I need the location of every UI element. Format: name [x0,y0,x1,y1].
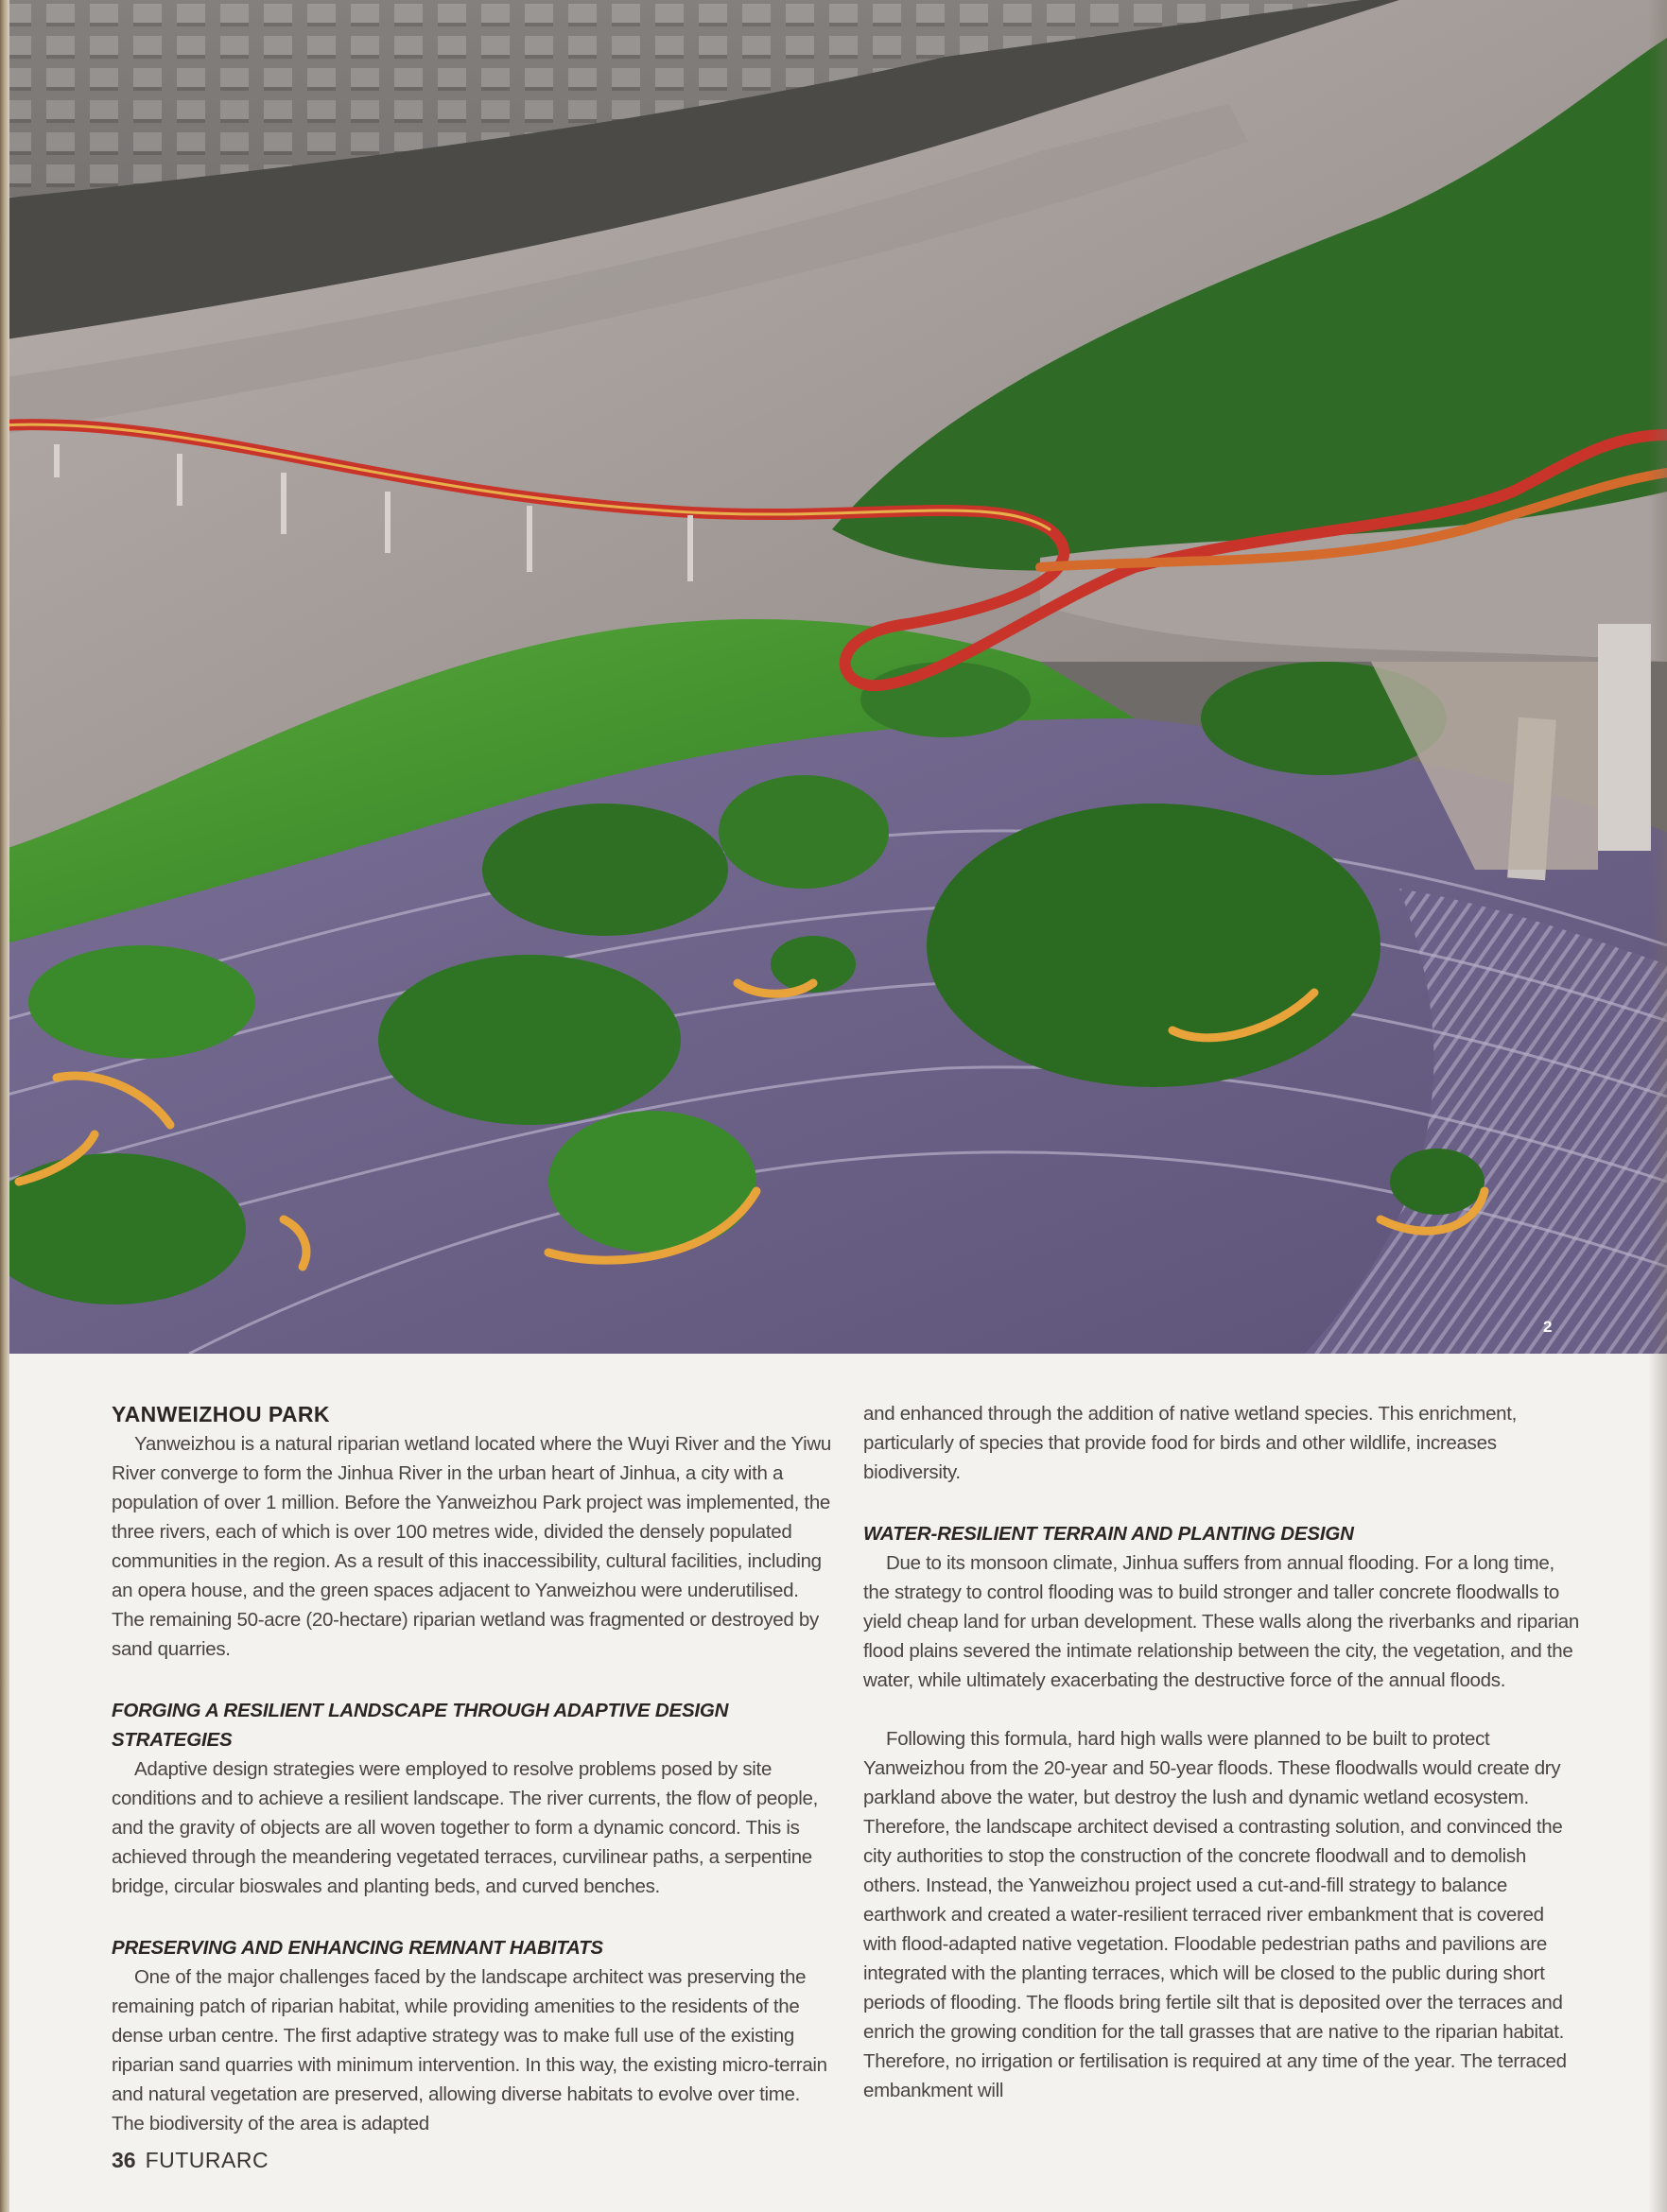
text-column-right [863,1399,1582,2105]
section-heading-adaptive-design: FORGING A RESILIENT LANDSCAPE THROUGH ADAPTIVE DESIGN STRATEGIES [112,1700,729,1751]
section-paragraph-adaptive-design: Adaptive design strategies were employed to resolve problems posed by site conditions and to achieve a resilient landscape. The river currents, the flow of people, and the gravity of objects are all woven together to form a dynamic concord. This is achieved through the meandering vegetated terraces, curvilinear paths, a serpentine bridge, circular bioswales and planting beds, and curved benches. [112,1758,818,1897]
page-edge-shade [1648,0,1667,2212]
section-heading-water-resilient: WATER-RESILIENT TERRAIN AND PLANTING DESIGN [863,1523,1354,1545]
section-paragraph-water-resilient-2: Following this formula, hard high walls were planned to be built to protect Yanweizhou from the 20-year and 50-year floods. These floodwalls would create dry parkland above the water, but destroy the lush and dynamic wetland ecosystem. Therefore, the landscape architect devised a contrasting solution, and convinced the city authorities to stop the construction of the concrete floodwall and to demolish others. Instead, the Yanweizhou project used a cut-and-fill strategy to balance earthwork and created a water-resilient terraced river embankment that is covered with flood-adapted native vegetation. Floodable pedestrian paths and pavilions are integrated with the planting terraces, which will be closed to the public during short periods of flooding. The floods bring fertile silt that is deposited over the terraces and enrich the growing condition for the tall grasses that are native to the riparian habitat. Therefore, no irrigation or fertilisation is required at any time of the year. The terraced embankment will [863,1728,1567,2101]
page-number: 36 [112,2148,136,2172]
building [1598,624,1651,851]
section-paragraph-remnant-habitats-continued: and enhanced through the addition of native wetland species. This enrichment, particularly of species that provide food for birds and other wildlife, increases biodiversity. [863,1403,1518,1483]
page-footer [112,2148,269,2173]
text-column-left [112,1399,832,2138]
section-heading-remnant-habitats: PRESERVING AND ENHANCING REMNANT HABITATS [112,1937,603,1959]
magazine-name: FUTURARC [145,2148,269,2172]
page-spine [0,0,9,2212]
article-title: YANWEIZHOU PARK [112,1402,330,1426]
intro-paragraph: Yanweizhou is a natural riparian wetland located where the Wuyi River and the Yiwu River converge to form the Jinhua River in the urban heart of Jinhua, a city with a population of over 1 million. Before the Yanweizhou Park project was implemented, the three rivers, each of which is over 100 metres wide, divided the densely populated communities in the region. As a result of this inaccessibility, cultural facilities, including an opera house, and the green spaces adjacent to Yanweizhou were underutilised. The remaining 50-acre (20-hectare) riparian wetland was fragmented or destroyed by sand quarries. [112,1433,831,1660]
photo-number: 2 [1543,1318,1553,1336]
section-paragraph-remnant-habitats: One of the major challenges faced by the landscape architect was preserving the remaining patch of riparian habitat, while providing amenities to the residents of the dense urban centre. The first adaptive strategy was to make full use of the existing riparian sand quarries with minimum intervention. In this way, the existing micro-terrain and natural vegetation are preserved, allowing diverse habitats to evolve over time. The biodiversity of the area is adapted [112,1966,827,2134]
section-paragraph-water-resilient-1: Due to its monsoon climate, Jinhua suffers from annual flooding. For a long time, the strategy to control flooding was to build stronger and taller concrete floodwalls to yield cheap land for urban development. These walls along the riverbanks and riparian flood plains severed the intimate relationship between the city, the vegetation, and the water, while ultimately exacerbating the destructive force of the annual floods. [863,1552,1580,1691]
